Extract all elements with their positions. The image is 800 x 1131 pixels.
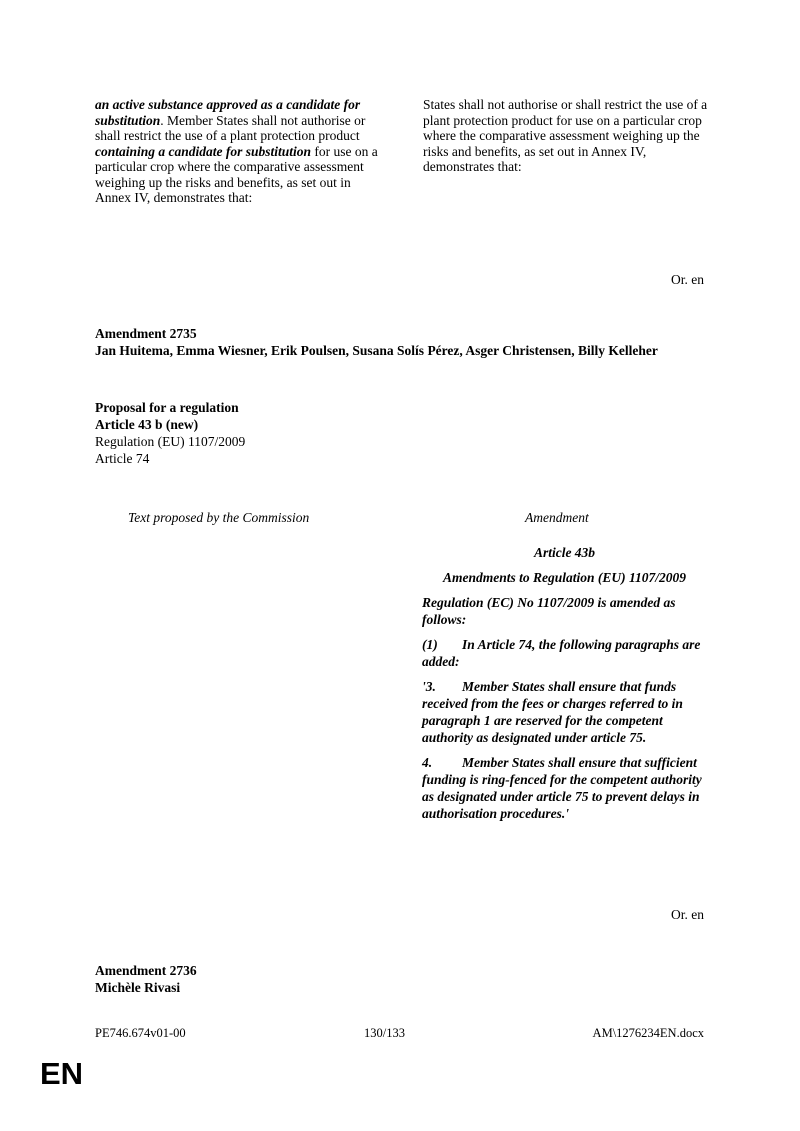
amendment-number: Amendment 2735 [95, 326, 197, 341]
amendment-paragraph-4: 4. Member States shall ensure that sufficient funding is ring-fenced for the competent authority as designated under article 75 to prevent delays in authorisation procedures.' [422, 755, 702, 821]
left-text-bold-2: containing a candidate for substitution [95, 143, 312, 159]
right-column-text: States shall not authorise or shall restrict the use of a plant protection product for use on a particular crop where the comparative assessment weighing up the risks and benefits, as set out in Annex IV, demonstrates that: [423, 97, 708, 174]
left-text-plain-1: . Member States shall not authorise or shall restrict the use of a plant protection product [95, 112, 366, 143]
or-en-label-top: Or. en [671, 272, 704, 287]
amendment-authors: Jan Huitema, Emma Wiesner, Erik Poulsen, Susana Solís Pérez, Asger Christensen, Billy Kelleher [95, 343, 658, 358]
footer-reference: PE746.674v01-00 [95, 1026, 186, 1040]
regulation-article-label: Article 74 [95, 451, 150, 466]
footer-document-id: AM\1276234EN.docx [592, 1026, 704, 1040]
amendment-paragraph-intro: Regulation (EC) No 1107/2009 is amended as follows: [422, 595, 676, 627]
regulation-label: Regulation (EU) 1107/2009 [95, 434, 246, 449]
amendment-article-subtitle: Amendments to Regulation (EU) 1107/2009 [442, 570, 687, 585]
or-en-label-amendment: Or. en [671, 907, 704, 922]
amendment-article-title: Article 43b [533, 545, 596, 560]
left-text-bold-1: an active substance approved as a candidate for substitution [95, 97, 361, 128]
amendment-2735-header [95, 325, 715, 359]
amendment-authors: Michèle Rivasi [95, 980, 181, 995]
amendment-number: Amendment 2736 [95, 963, 197, 978]
amendment-2736-header [95, 962, 715, 996]
amendment-text-column [422, 544, 707, 830]
amendment-column-header: Amendment [525, 510, 589, 525]
proposal-label: Proposal for a regulation [95, 400, 239, 415]
amendment-2735-reference [95, 399, 715, 467]
left-column-text [95, 97, 380, 206]
left-text-plain-2: for use on a particular crop where the comparative assessment weighing up the risks and benefits, as set out in Annex IV, demonstrates that: [95, 143, 378, 205]
footer-page-number: 130/133 [364, 1026, 405, 1040]
article-label: Article 43 b (new) [95, 417, 199, 432]
amendment-paragraph-3: '3. Member States shall ensure that funds received from the fees or charges referred to in paragraph 1 are reserved for the competent authority as designated under article 75. [422, 679, 683, 745]
amendment-paragraph-1: (1) In Article 74, the following paragraphs are added: [422, 637, 701, 669]
language-mark: EN [40, 1056, 84, 1091]
commission-column-header: Text proposed by the Commission [128, 510, 310, 525]
